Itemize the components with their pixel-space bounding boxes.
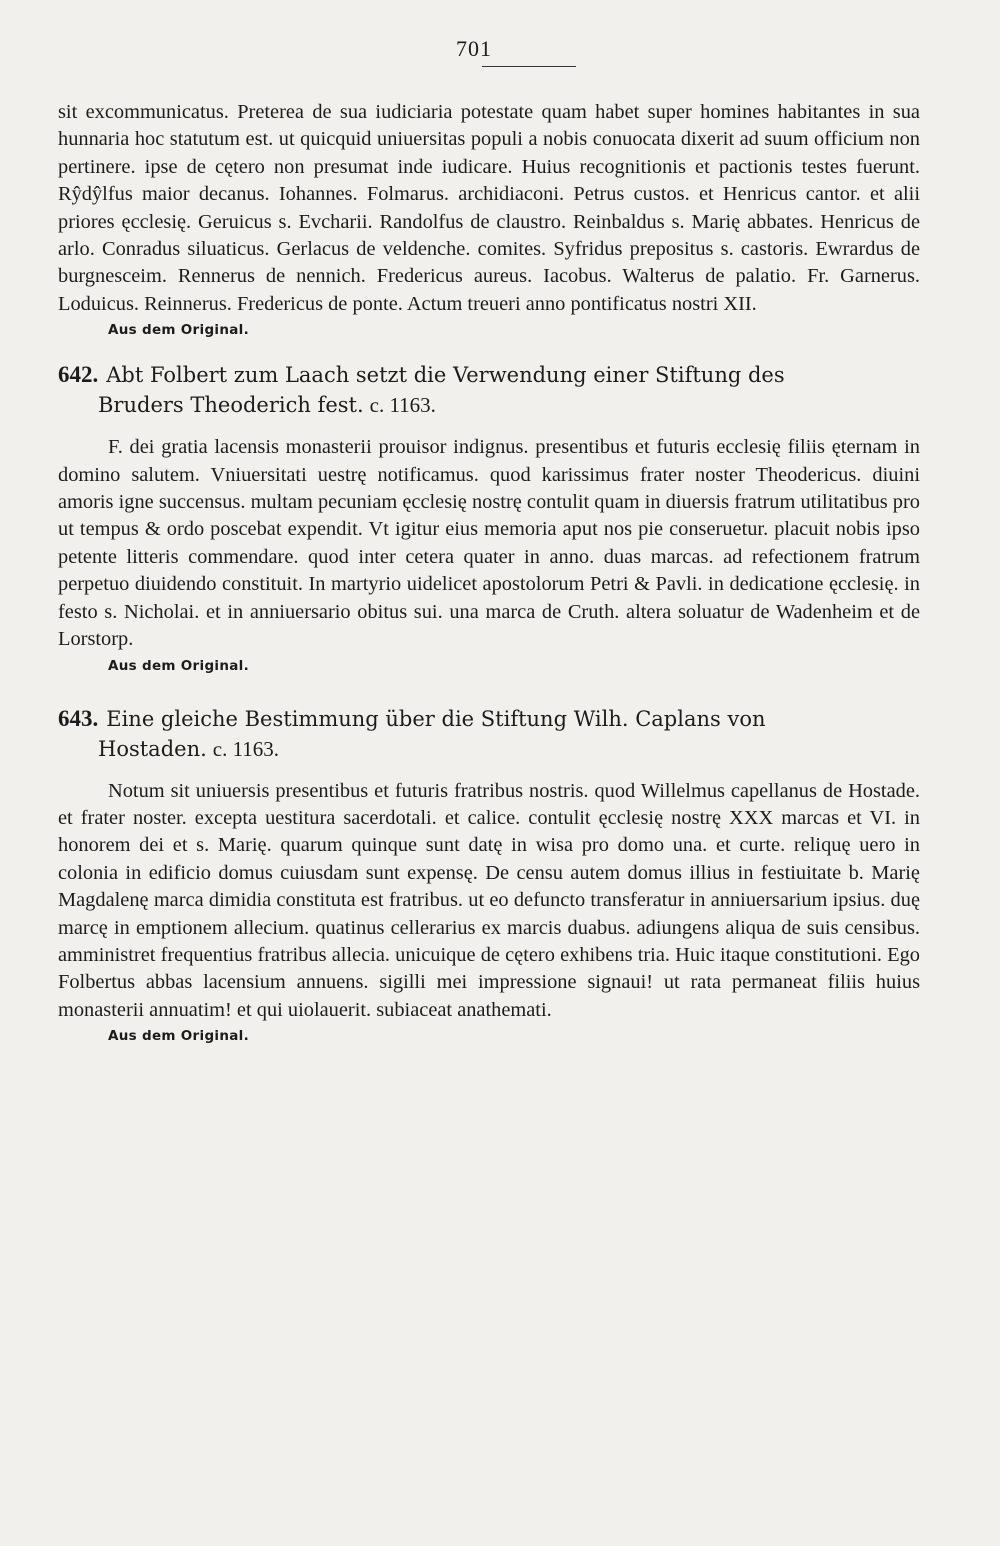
- entry-number: 642.: [58, 362, 99, 388]
- intro-source-note: Aus dem Original.: [108, 322, 250, 339]
- entry-date: c. 1163.: [212, 736, 280, 761]
- entry-heading: [58, 360, 920, 420]
- entry-title-line2: Hostaden.: [98, 736, 207, 761]
- entry-title-line2: Bruders Theoderich fest.: [98, 393, 364, 418]
- entry-text: F. dei gratia lacensis monasterii prouisor indignus. presentibus et futuris ecclesię filiis ęternam in domino salutem. Vniuersitati uestrę notificamus. quod karissimus frater noster Theodericus. diuini amoris igne succensus. multam pecuniam ęcclesię nostrę contulit quam in diuersis fratrum utilitatibus pro ut tempus & ordo poscebat expendit. Vt igitur eius memoria aput nos pie conseruetur. placuit nobis ipso petente litteris commendare. quod inter cetera quater in anno. duas marcas. ad refectionem fratrum perpetuo diuidendo constituit. In martyrio uidelicet apostolorum Petri & Pavli. in dedicatione ęcclesię. in festo s. Nicholai. et in anniuersario obitus sui. una marca de Cruth. altera soluatur de Wadenheim et de Lorstorp.: [58, 436, 920, 651]
- page-number-rule: [482, 66, 576, 67]
- document-page: [58, 36, 920, 1044]
- entry-source-note: Aus dem Original.: [108, 1028, 250, 1045]
- entry-heading: [58, 704, 920, 764]
- entry-text: Notum sit uniuersis presentibus et futuris fratribus nostris. quod Willelmus capellanus de Hostade. et frater noster. excepta uestitura sacerdotali. et calice. contulit ęcclesię nostrę XXX marcas et VI. in honorem dei et s. Marię. quarum quinque sunt datę in wisa pro domo una. et curte. reliquę uero in colonia in edificio domus cuiusdam sunt expensę. De censu autem domus illius in festiuitate b. Marię Magdalenę marca dimidia constituta est fratribus. ut eo defuncto transferatur in anniuersarium ipsius. duę marcę in emptionem allecium. quatinus cellerarius ex marcis duabus. adiungens aliqua de suis censibus. amministret frequentius fratribus allecia. unicuique de cętero exhibens tria. Huic itaque constitutioni. Ego Folbertus abbas lacensium annuens. sigilli mei impressione signaui! ut rata permaneat filiis huius monasterii annuatim! et qui uiolauerit. subiaceat anathemati.: [58, 779, 920, 1021]
- entry-643: [58, 704, 920, 1045]
- intro-text: sit excommunicatus. Preterea de sua iudiciaria potestate quam habet super homines habitantes in sua hunnaria hoc statutum est. ut quicquid uniuersitas populi a nobis conuocata dixerit ad suum officium non pertinere. ipse de cętero non presumat inde iudicare. Huius recognitionis et pactionis testes fuerunt. Rŷdŷlfus maior decanus. Iohannes. Folmarus. archidiaconi. Petrus custos. et Henricus cantor. et alii priores ęcclesię. Geruicus s. Evcharii. Randolfus de claustro. Reinbaldus s. Marię abbates. Henricus de arlo. Conradus siluaticus. Gerlacus de veldenche. comites. Syfridus prepositus s. castoris. Ewrardus de burgnesceim. Rennerus de nennich. Fredericus aureus. Iacobus. Walterus de palatio. Fr. Garnerus. Loduicus. Reinnerus. Fredericus de ponte. Actum treueri anno pontificatus nostri XII.: [58, 101, 920, 315]
- entry-source-note: Aus dem Original.: [108, 657, 250, 674]
- entry-number: 643.: [58, 705, 99, 731]
- entry-642: [58, 360, 920, 673]
- entry-date: c. 1163.: [369, 393, 436, 418]
- page-number: 701: [456, 36, 492, 61]
- entry-title-line1: Abt Folbert zum Laach setzt die Verwendung einer Stiftung des: [106, 363, 785, 388]
- intro-section: [58, 99, 920, 338]
- entry-title-line1: Eine gleiche Bestimmung über die Stiftung Wilh. Caplans von: [106, 706, 766, 731]
